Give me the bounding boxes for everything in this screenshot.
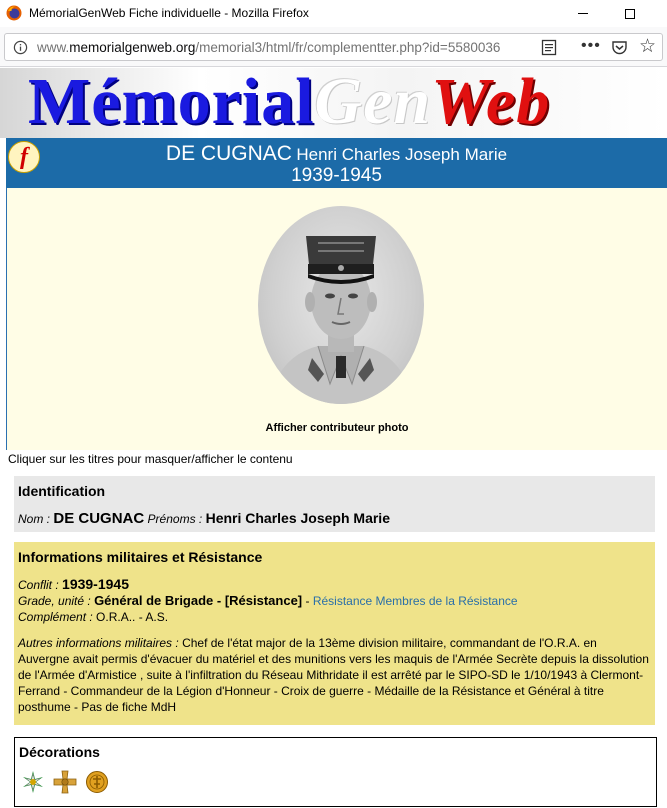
- site-banner[interactable]: [0, 68, 667, 138]
- banner-part-memorial: Mémorial: [28, 68, 315, 138]
- window-title: MémorialGenWeb Fiche individuelle - Mozilla Firefox: [29, 6, 309, 20]
- complement-row: [18, 609, 649, 625]
- pocket-icon[interactable]: [611, 39, 628, 56]
- minimize-button[interactable]: [560, 0, 606, 27]
- military-title[interactable]: Informations militaires et Résistance: [18, 549, 263, 565]
- navigation-toolbar: [0, 27, 667, 67]
- complement-label: Complément :: [18, 610, 93, 624]
- person-name: [6, 142, 667, 166]
- croix-de-guerre-icon[interactable]: [53, 770, 77, 794]
- grade-label: Grade, unité :: [18, 594, 91, 608]
- military-body: [18, 576, 649, 715]
- firefox-logo-icon: [6, 5, 22, 21]
- military-section: [14, 542, 655, 725]
- person-surname: DE CUGNAC: [165, 142, 292, 165]
- prenoms-label: Prénoms :: [147, 512, 203, 526]
- medaille-resistance-icon[interactable]: [85, 770, 109, 794]
- photo-contributor-link[interactable]: Afficher contributeur photo: [265, 422, 409, 434]
- maximize-button[interactable]: [607, 0, 653, 27]
- facebook-icon[interactable]: f: [8, 141, 40, 173]
- decorations-title[interactable]: Décorations: [19, 744, 100, 760]
- site-info-icon[interactable]: [13, 40, 28, 55]
- reader-view-icon[interactable]: [541, 39, 557, 56]
- photo-area: [6, 188, 667, 450]
- identification-section: [14, 476, 655, 532]
- grade-value: Général de Brigade - [Résistance]: [94, 593, 303, 608]
- bookmark-star-icon[interactable]: ☆: [639, 36, 657, 57]
- url-text[interactable]: [37, 40, 500, 55]
- url-bar[interactable]: [4, 33, 663, 61]
- url-path: /memorial3/html/fr/complementter.php?id=5580036: [195, 40, 501, 55]
- nom-value: DE CUGNAC: [53, 510, 145, 527]
- decoration-icons: [21, 770, 109, 794]
- window-titlebar: [0, 0, 667, 27]
- identification-body: [18, 510, 649, 527]
- grade-separator: -: [302, 594, 313, 608]
- toggle-hint: Cliquer sur les titres pour masquer/afficher le contenu: [8, 452, 293, 466]
- identification-title[interactable]: Identification: [18, 483, 106, 499]
- conflit-value: 1939-1945: [62, 576, 129, 592]
- prenoms-value: Henri Charles Joseph Marie: [205, 510, 390, 526]
- portrait-drawing: [258, 206, 424, 404]
- person-header: [6, 138, 667, 188]
- portrait-photo[interactable]: [258, 206, 424, 404]
- person-first-names: Henri Charles Joseph Marie: [296, 145, 508, 164]
- autres-label: Autres informations militaires :: [18, 636, 179, 650]
- url-domain: memorialgenweb.org: [69, 40, 196, 55]
- site-logo: [28, 68, 550, 138]
- grade-row: [18, 593, 649, 609]
- banner-part-gen: Gen: [314, 68, 432, 138]
- url-prefix: www.: [37, 40, 70, 55]
- conflit-row: [18, 576, 649, 593]
- person-period: 1939-1945: [291, 165, 382, 186]
- autres-row: [18, 635, 649, 715]
- autres-value: Chef de l'état major de la 13ème division militaire, commandant de l'O.R.A. en Auvergne avait permis d'évacuer du matériel et des munitions vers les maquis de l'Armée Secrète depuis la dissolution de l'Armée d'Armistice , suite à l'infiltration du Réseau Mithridate il est arrêté par le SIPO-SD le 1/10/1943 à Clermont-Ferrand - Commandeur de la Légion d'Honneur - Croix de guerre - Médaille de la Résistance et Général à titre posthume - Pas de fiche MdH: [18, 636, 649, 714]
- resistance-link[interactable]: Résistance Membres de la Résistance: [312, 594, 518, 608]
- complement-value: O.R.A.. - A.S.: [96, 610, 169, 624]
- banner-part-web: Web: [431, 68, 551, 138]
- conflit-label: Conflit :: [18, 578, 59, 592]
- maximize-icon: [625, 9, 635, 19]
- decorations-section: [14, 737, 657, 807]
- page-actions-icon[interactable]: •••: [581, 37, 601, 54]
- minimize-icon: [578, 13, 588, 14]
- nom-label: Nom :: [18, 512, 51, 526]
- legion-honneur-icon[interactable]: [21, 770, 45, 794]
